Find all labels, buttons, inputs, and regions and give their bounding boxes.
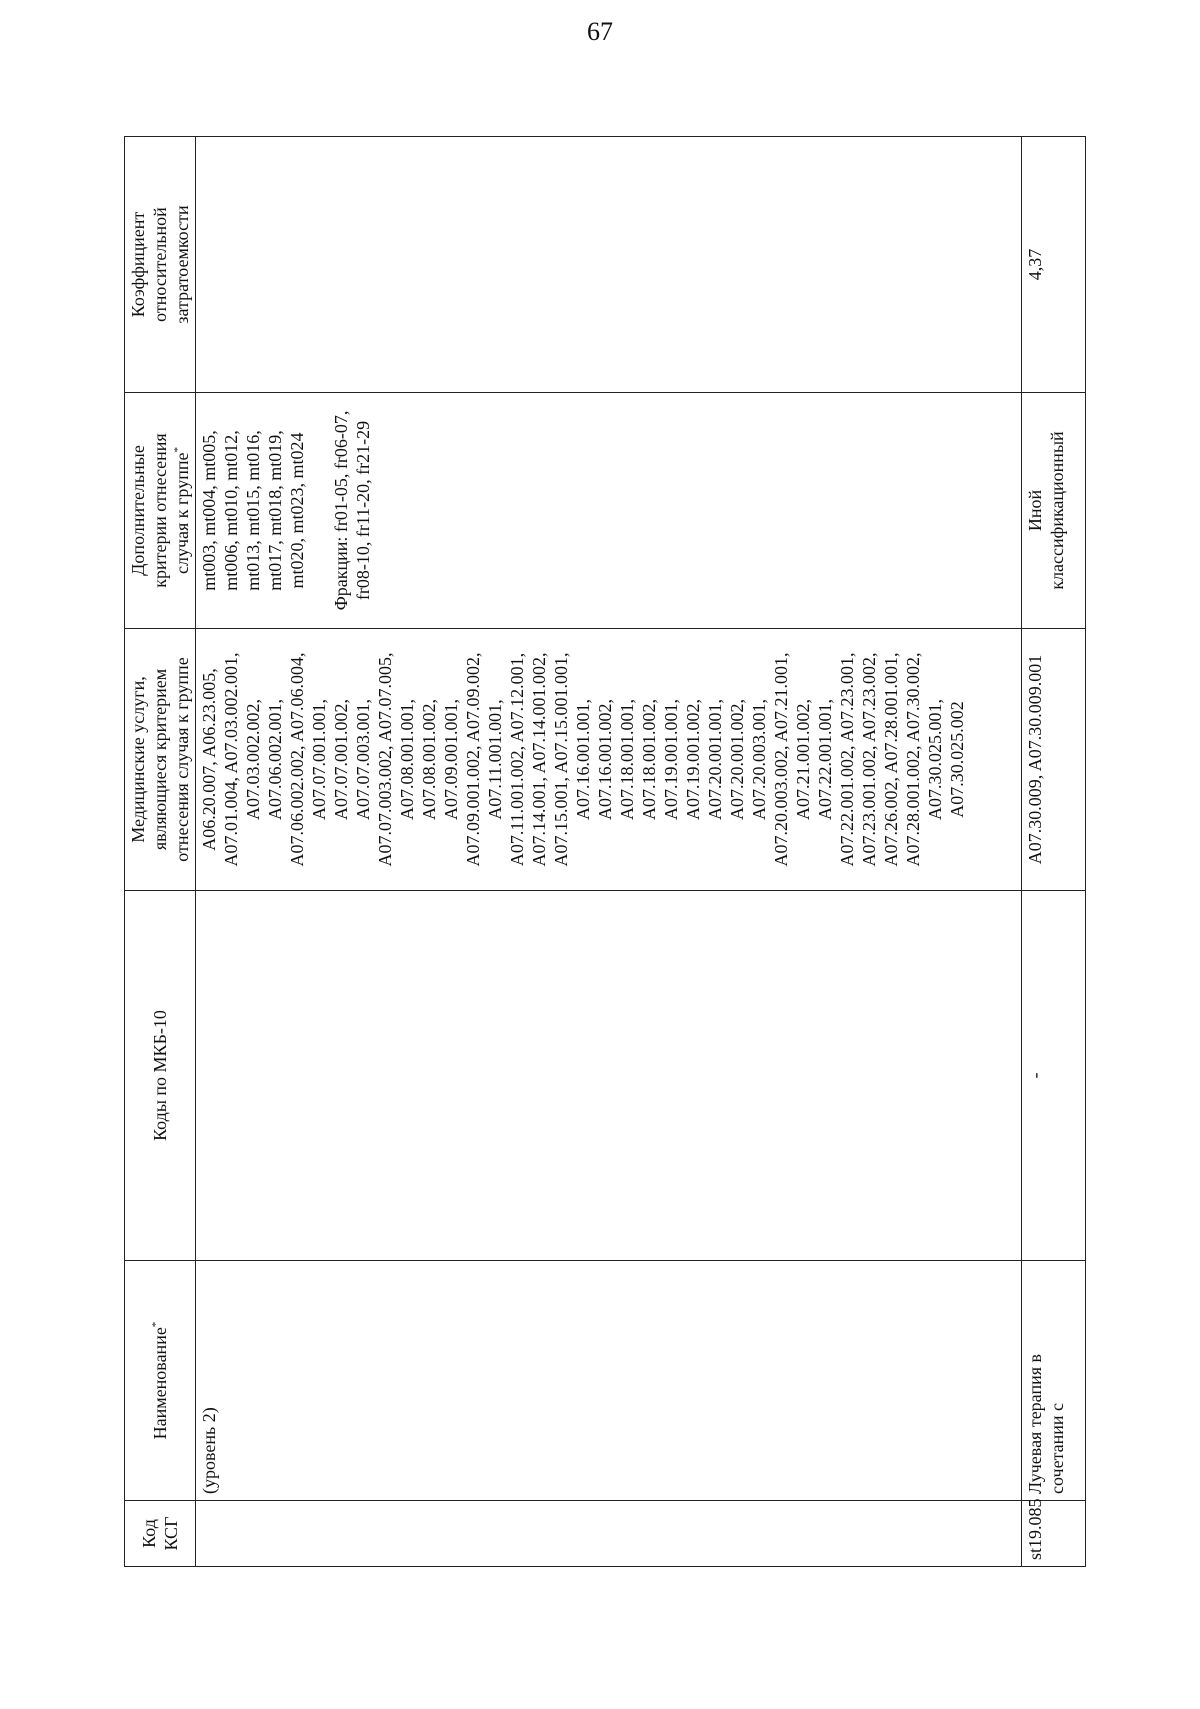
criteria-line: mt003, mt004, mt005, xyxy=(199,430,219,591)
additional-criteria-list xyxy=(198,399,374,622)
cell-code: st19.085 xyxy=(1022,1501,1086,1567)
service-code-line: A07.06.002.002, A07.06.004, xyxy=(287,652,307,867)
cell-additional xyxy=(196,393,1022,629)
service-code-line: A07.15.001, A07.15.001.001, xyxy=(551,652,571,867)
cell-mkb xyxy=(196,891,1022,1261)
criteria-line: mt006, mt010, mt012, xyxy=(221,430,241,591)
header-coefficient: Коэффициент относительной затратоемкости xyxy=(125,137,196,393)
cell-mkb: - xyxy=(1022,891,1086,1261)
criteria-line: mt020, mt023, mt024 xyxy=(287,432,307,589)
header-additional: Дополнительные критерии отнесения случая к группе* xyxy=(125,393,196,629)
service-code-line: A07.07.003.002, A07.07.005, xyxy=(375,652,395,867)
service-code-line: A07.06.002.001, xyxy=(265,699,285,820)
cell-name: (уровень 2) xyxy=(196,1261,1022,1501)
service-code-line: A07.20.003.002, A07.21.001, xyxy=(771,652,791,867)
ksg-table xyxy=(124,136,1086,1567)
cell-name: Лучевая терапия в сочетании с xyxy=(1022,1261,1086,1501)
service-code-line: A07.26.002, A07.28.001.001, xyxy=(881,652,901,867)
services-list xyxy=(198,635,968,884)
service-code-line: A07.01.004, A07.03.002.001, xyxy=(221,652,241,867)
service-code-line: A07.11.001.001, xyxy=(485,699,505,820)
header-services: Медицинские услуги, являющиеся критерием отнесения случая к группе xyxy=(125,629,196,891)
cell-code xyxy=(196,1501,1022,1567)
service-code-line: A07.30.025.002 xyxy=(947,701,967,818)
table-row xyxy=(1022,137,1086,1567)
service-code-line: A07.16.001.002, xyxy=(595,699,615,820)
service-code-line: A07.20.001.002, xyxy=(727,699,747,820)
service-code-line: A07.11.001.002, A07.12.001, xyxy=(507,652,527,867)
service-code-line: A07.07.003.001, xyxy=(353,699,373,820)
cell-coefficient: 4,37 xyxy=(1022,137,1086,393)
tariff-table xyxy=(124,137,1084,1567)
service-code-line: A07.18.001.002, xyxy=(639,699,659,820)
service-code-line: A07.22.001.001, xyxy=(815,699,835,820)
header-mkb: Коды по МКБ-10 xyxy=(125,891,196,1261)
service-code-line: A07.03.002.002, xyxy=(243,699,263,820)
service-code-line: A07.30.025.001, xyxy=(925,699,945,820)
header-code: Код КСГ xyxy=(125,1501,196,1567)
service-code-line: A07.09.001.001, xyxy=(441,699,461,820)
cell-services: A07.30.009, A07.30.009.001 xyxy=(1022,629,1086,891)
page-number: 67 xyxy=(587,17,613,46)
service-code-line: A07.07.001.001, xyxy=(309,699,329,820)
service-code-line: A07.18.001.001, xyxy=(617,699,637,820)
service-code-line: A07.21.001.002, xyxy=(793,699,813,820)
table-row xyxy=(196,137,1022,1567)
service-code-line: A07.20.001.001, xyxy=(705,699,725,820)
service-code-line: A07.19.001.002, xyxy=(683,699,703,820)
service-code-line: A07.09.001.002, A07.09.002, xyxy=(463,652,483,867)
criteria-line: mt017, mt018, mt019, xyxy=(265,430,285,591)
service-code-line: A07.07.001.002, xyxy=(331,699,351,820)
service-code-line: A07.22.001.002, A07.23.001, xyxy=(837,652,857,867)
cell-additional: Иной классификационный xyxy=(1022,393,1086,629)
service-code-line: A07.08.001.002, xyxy=(419,699,439,820)
criteria-line xyxy=(308,399,330,622)
criteria-line: mt013, mt015, mt016, xyxy=(243,430,263,591)
service-code-line: A07.23.001.002, A07.23.002, xyxy=(859,652,879,867)
service-code-line: A07.20.003.001, xyxy=(749,699,769,820)
service-code-line: A06.20.007, A06.23.005, xyxy=(199,668,219,851)
service-code-line: A07.16.001.001, xyxy=(573,699,593,820)
cell-services xyxy=(196,629,1022,891)
table-header-row xyxy=(125,137,196,1567)
service-code-line: A07.19.001.001, xyxy=(661,699,681,820)
header-name: Наименование* xyxy=(125,1261,196,1501)
service-code-line: A07.14.001, A07.14.001.002, xyxy=(529,652,549,867)
service-code-line: A07.08.001.001, xyxy=(397,699,417,820)
criteria-line: fr08-10, fr11-20, fr21-29 xyxy=(353,420,373,601)
criteria-line: Фракции: fr01-05, fr06-07, xyxy=(331,410,351,611)
cell-coefficient xyxy=(196,137,1022,393)
service-code-line: A07.28.001.002, A07.30.002, xyxy=(903,652,923,867)
